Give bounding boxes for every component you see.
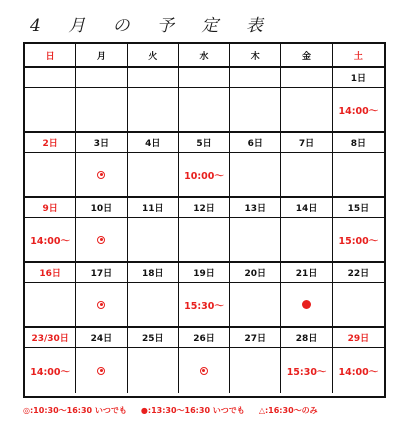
event-cell: [281, 218, 332, 263]
event-cell: [333, 348, 384, 393]
event-cell: [76, 218, 127, 263]
event-cell: [333, 153, 384, 198]
event-cell: [281, 88, 332, 133]
date-cell: 7日: [281, 133, 332, 153]
event-time: 15:00〜: [338, 235, 379, 247]
date-cell: 21日: [281, 263, 332, 283]
event-cell: [25, 348, 76, 393]
event-time: 14:00〜: [338, 105, 379, 117]
date-cell: 20日: [230, 263, 281, 283]
date-cell: 5日: [179, 133, 230, 153]
date-cell: 2日: [25, 133, 76, 153]
filled-circle-icon: [302, 300, 311, 309]
event-cell: [333, 218, 384, 263]
event-cell: [179, 348, 230, 393]
weekday-header: 日: [25, 44, 76, 68]
event-cell: [128, 153, 179, 198]
weekday-header: 火: [128, 44, 179, 68]
weekday-header: 月: [76, 44, 127, 68]
event-cell: [179, 283, 230, 328]
date-cell: 10日: [76, 198, 127, 218]
date-cell: [230, 68, 281, 88]
event-time: 15:30〜: [184, 300, 224, 312]
page-title: 4 月 の 予 定 表: [30, 16, 274, 36]
date-cell: [128, 68, 179, 88]
event-cell: [76, 153, 127, 198]
event-time: 14:00〜: [30, 366, 71, 378]
date-cell: 6日: [230, 133, 281, 153]
date-cell: 4日: [128, 133, 179, 153]
date-cell: 18日: [128, 263, 179, 283]
event-cell: [230, 153, 281, 198]
event-cell: [281, 283, 332, 328]
date-cell: [281, 68, 332, 88]
date-cell: 24日: [76, 328, 127, 348]
date-cell: 19日: [179, 263, 230, 283]
date-cell: 26日: [179, 328, 230, 348]
event-cell: [230, 88, 281, 133]
date-cell: 12日: [179, 198, 230, 218]
date-cell: 3日: [76, 133, 127, 153]
date-cell: 28日: [281, 328, 332, 348]
event-cell: [179, 218, 230, 263]
weekday-header: 木: [230, 44, 281, 68]
date-cell: 14日: [281, 198, 332, 218]
event-time: 15:30〜: [286, 366, 327, 378]
date-cell: 8日: [333, 133, 384, 153]
legend: [23, 405, 318, 416]
date-cell: 13日: [230, 198, 281, 218]
event-cell: [25, 153, 76, 198]
double-circle-icon: [97, 236, 105, 244]
date-cell: 9日: [25, 198, 76, 218]
event-cell: [230, 218, 281, 263]
event-cell: [76, 283, 127, 328]
date-cell: 29日: [333, 328, 384, 348]
event-time: 10:00〜: [184, 170, 224, 182]
event-cell: [128, 283, 179, 328]
date-cell: 15日: [333, 198, 384, 218]
event-cell: [333, 88, 384, 133]
date-cell: 22日: [333, 263, 384, 283]
double-circle-icon: [97, 367, 105, 375]
event-cell: [281, 153, 332, 198]
date-cell: 16日: [25, 263, 76, 283]
weekday-header: 水: [179, 44, 230, 68]
event-cell: [179, 153, 230, 198]
event-cell: [25, 218, 76, 263]
event-cell: [25, 88, 76, 133]
weekday-header: 金: [281, 44, 332, 68]
weekday-header: 土: [333, 44, 384, 68]
legend-item: ◎:10:30〜16:30 いつでも: [23, 406, 127, 415]
date-cell: 25日: [128, 328, 179, 348]
event-cell: [128, 88, 179, 133]
event-cell: [333, 283, 384, 328]
date-cell: [179, 68, 230, 88]
event-cell: [128, 348, 179, 393]
legend-item: ●:13:30〜16:30 いつでも: [140, 406, 245, 415]
date-cell: 1日: [333, 68, 384, 88]
double-circle-icon: [97, 171, 105, 179]
april-calendar: [23, 42, 386, 398]
date-cell: 11日: [128, 198, 179, 218]
double-circle-icon: [97, 301, 105, 309]
date-cell: 27日: [230, 328, 281, 348]
event-time: 14:00〜: [30, 235, 71, 247]
event-cell: [128, 218, 179, 263]
event-cell: [76, 348, 127, 393]
double-circle-icon: [200, 367, 208, 375]
event-time: 14:00〜: [338, 366, 379, 378]
date-cell: [25, 68, 76, 88]
event-cell: [281, 348, 332, 393]
event-cell: [230, 348, 281, 393]
date-cell: [76, 68, 127, 88]
date-cell: 17日: [76, 263, 127, 283]
event-cell: [76, 88, 127, 133]
event-cell: [25, 283, 76, 328]
event-cell: [179, 88, 230, 133]
legend-item: △:16:30〜のみ: [258, 406, 318, 415]
date-cell: 23/30日: [25, 328, 76, 348]
event-cell: [230, 283, 281, 328]
